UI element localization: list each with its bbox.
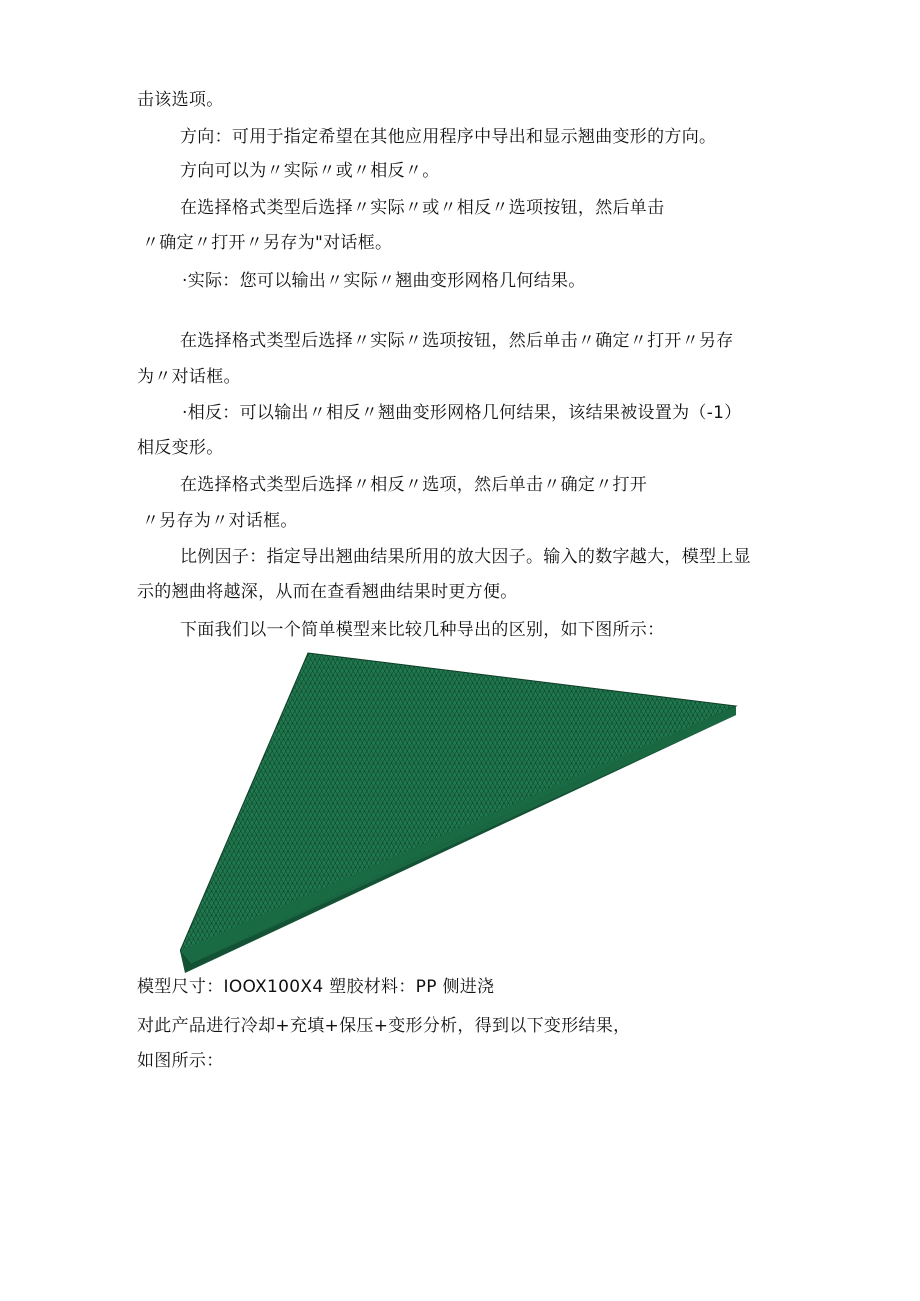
paragraph-line: ·实际：您可以输出〃实际〃翘曲变形网格几何结果。 [182, 271, 586, 291]
paragraph-line: 如图所示： [137, 1051, 224, 1071]
figure-caption: 模型尺寸：IOOX100X4 塑胶材料：PP 侧进浇 [137, 977, 495, 997]
paragraph-line: 为〃对话框。 [137, 367, 241, 387]
mesh-model-image [180, 651, 740, 973]
paragraph-line: 击该选项。 [137, 90, 224, 110]
paragraph-line: 示的翘曲将越深，从而在查看翘曲结果时更方便。 [137, 582, 518, 602]
paragraph-line: 下面我们以一个简单模型来比较几种导出的区别，如下图所示： [180, 620, 665, 640]
mesh-model-figure [180, 651, 740, 973]
paragraph-line: 比例因子：指定导出翘曲结果所用的放大因子。输入的数字越大，模型上显 [180, 547, 751, 567]
paragraph-line: 方向可以为〃实际〃或〃相反〃。 [180, 161, 440, 181]
paragraph-line: ·相反：可以输出〃相反〃翘曲变形网格几何结果，该结果被设置为（-1） [182, 403, 742, 423]
paragraph-line: 在选择格式类型后选择〃实际〃或〃相反〃选项按钮，然后单击 [180, 198, 665, 218]
paragraph-line: 〃确定〃打开〃另存为"对话框。 [142, 233, 393, 253]
paragraph-line: 在选择格式类型后选择〃实际〃选项按钮，然后单击〃确定〃打开〃另存 [180, 331, 734, 351]
paragraph-line: 在选择格式类型后选择〃相反〃选项，然后单击〃确定〃打开 [180, 475, 648, 495]
paragraph-line: 对此产品进行冷却+充填+保压+变形分析，得到以下变形结果， [137, 1016, 631, 1036]
paragraph-line: 相反变形。 [137, 438, 224, 458]
paragraph-line: 〃另存为〃对话框。 [142, 511, 298, 531]
paragraph-line: 方向：可用于指定希望在其他应用程序中导出和显示翘曲变形的方向。 [180, 127, 717, 147]
